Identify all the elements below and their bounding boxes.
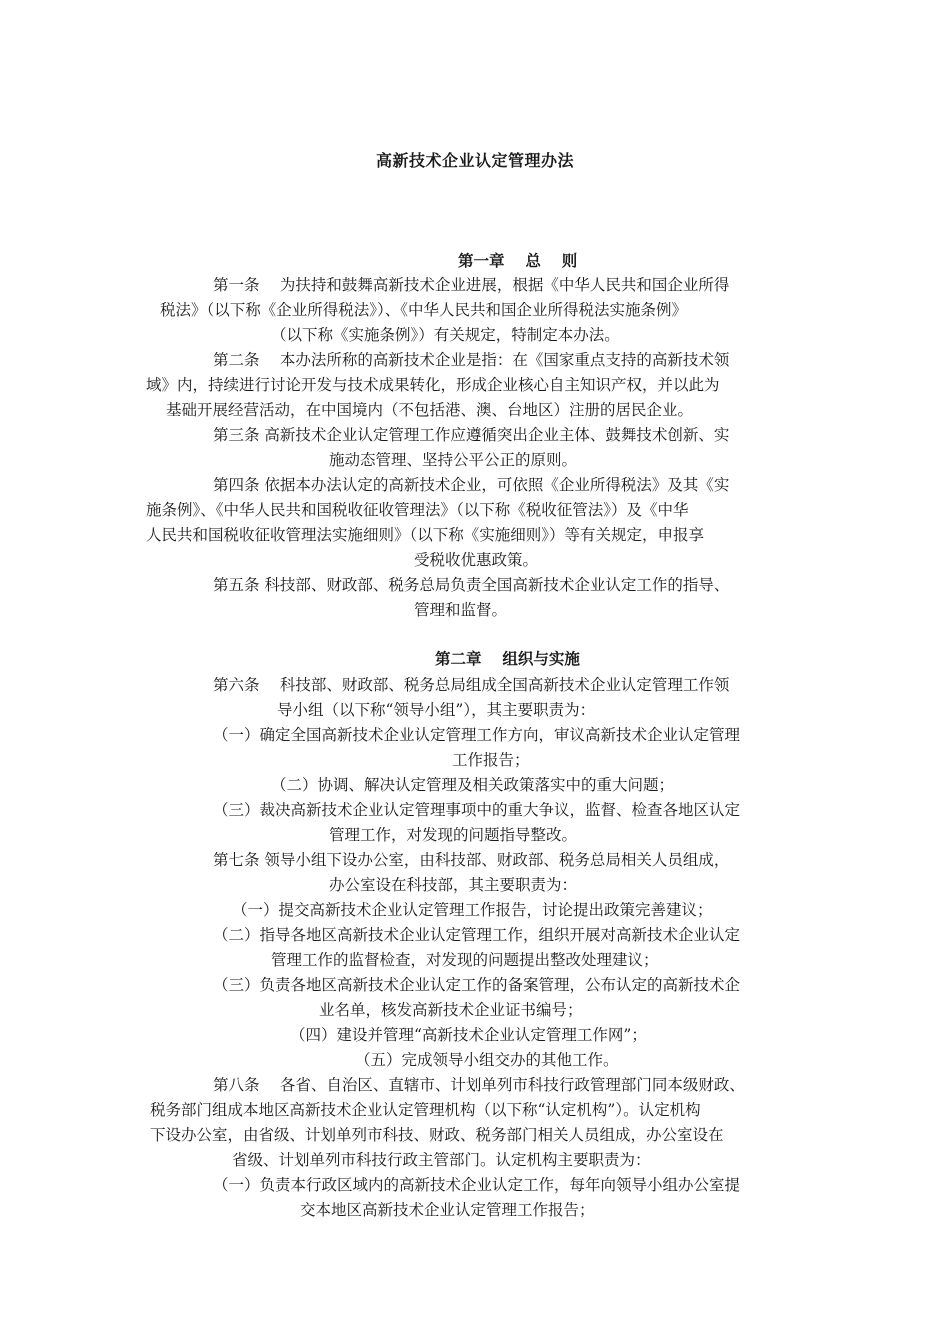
document-title: 高新技术企业认定管理办法 [375,151,574,170]
chapter-heading-1: 第一章 总 则 [458,251,578,270]
document-page: 高新技术企业认定管理办法 第一章 总 则 第一条 为扶持和鼓舞高新技术企业进展，根据《中华人民共和国企业所得 税法》（以下称《企业所得税法》）、《中华人民共和国企业所得税法实施条例》 （以下称《实施条例》）有关规定，特制定本办法。 第二条 本办法所称的高新技术企业是指：在《国家重点支持的高新技术领 域》内，持续进行讨论开发与技术成果转化，形成企业核心自主知识产权，并以此为 基础开展经营活动，在中国境内（不包括港、澳、台地区）注册的居民企业。 第三条 高新技术企业认定管理工作应遵循突出企业主体、鼓舞技术创新、实 施动态管理、坚持公平公正的原则。 第四条 依据本办法认定的高新技术企业，可依照《企业所得税法》及其《实 施条例》、《中华人民共和国税收征收管理法》（以下称《税收征管法》）及《中华 人民共和国税收征收管理法实施细则》（以下称《实施细则》）等有关规定，申报享 受税收优惠政策。 第五条 科技部、财政部、税务总局负责全国高新技术企业认定工作的指导、 管理和监督。 第二章 组织与实施 第六条 科技部、财政部、税务总局组成全国高新技术企业认定管理工作领 导小组（以下称“领导小组”），其主要职责为： （一）确定全国高新技术企业认定管理工作方向，审议高新技术企业认定管理 工作报告； （二）协调、解决认定管理及相关政策落实中的重大问题； （三）裁决高新技术企业认定管理事项中的重大争议，监督、检查各地区认定 管理工作，对发现的问题指导整改。 第七条 领导小组下设办公室，由科技部、财政部、税务总局相关人员组成， 办公室设在科技部，其主要职责为： （一）提交高新技术企业认定管理工作报告，讨论提出政策完善建议； （二）指导各地区高新技术企业认定管理工作，组织开展对高新技术企业认定 管理工作的监督检查，对发现的问题提出整改处理建议； （三）负责各地区高新技术企业认定工作的备案管理，公布认定的高新技术企 业名单，核发高新技术企业证书编号； （四）建设并管理“高新技术企业认定管理工作网”； （五）完成领导小组交办的其他工作。 第八条 各省、自治区、直辖市、计划单列市科技行政管理部门同本级财政、 税务部门组成本地区高新技术企业认定管理机构（以下称“认定机构”）。认定机构 下设办公室，由省级、计划单列市科技、财政、税务部门相关人员组成，办公室设在 省级、计划单列市科技行政主管部门。认定机构主要职责为： （一）负责本行政区域内的高新技术企业认定工作，每年向领导小组办公室提 交本地区高新技术企业认定管理工作报告； [0,0,950,1344]
chapter-heading-2: 第二章 组织与实施 [435,649,580,668]
